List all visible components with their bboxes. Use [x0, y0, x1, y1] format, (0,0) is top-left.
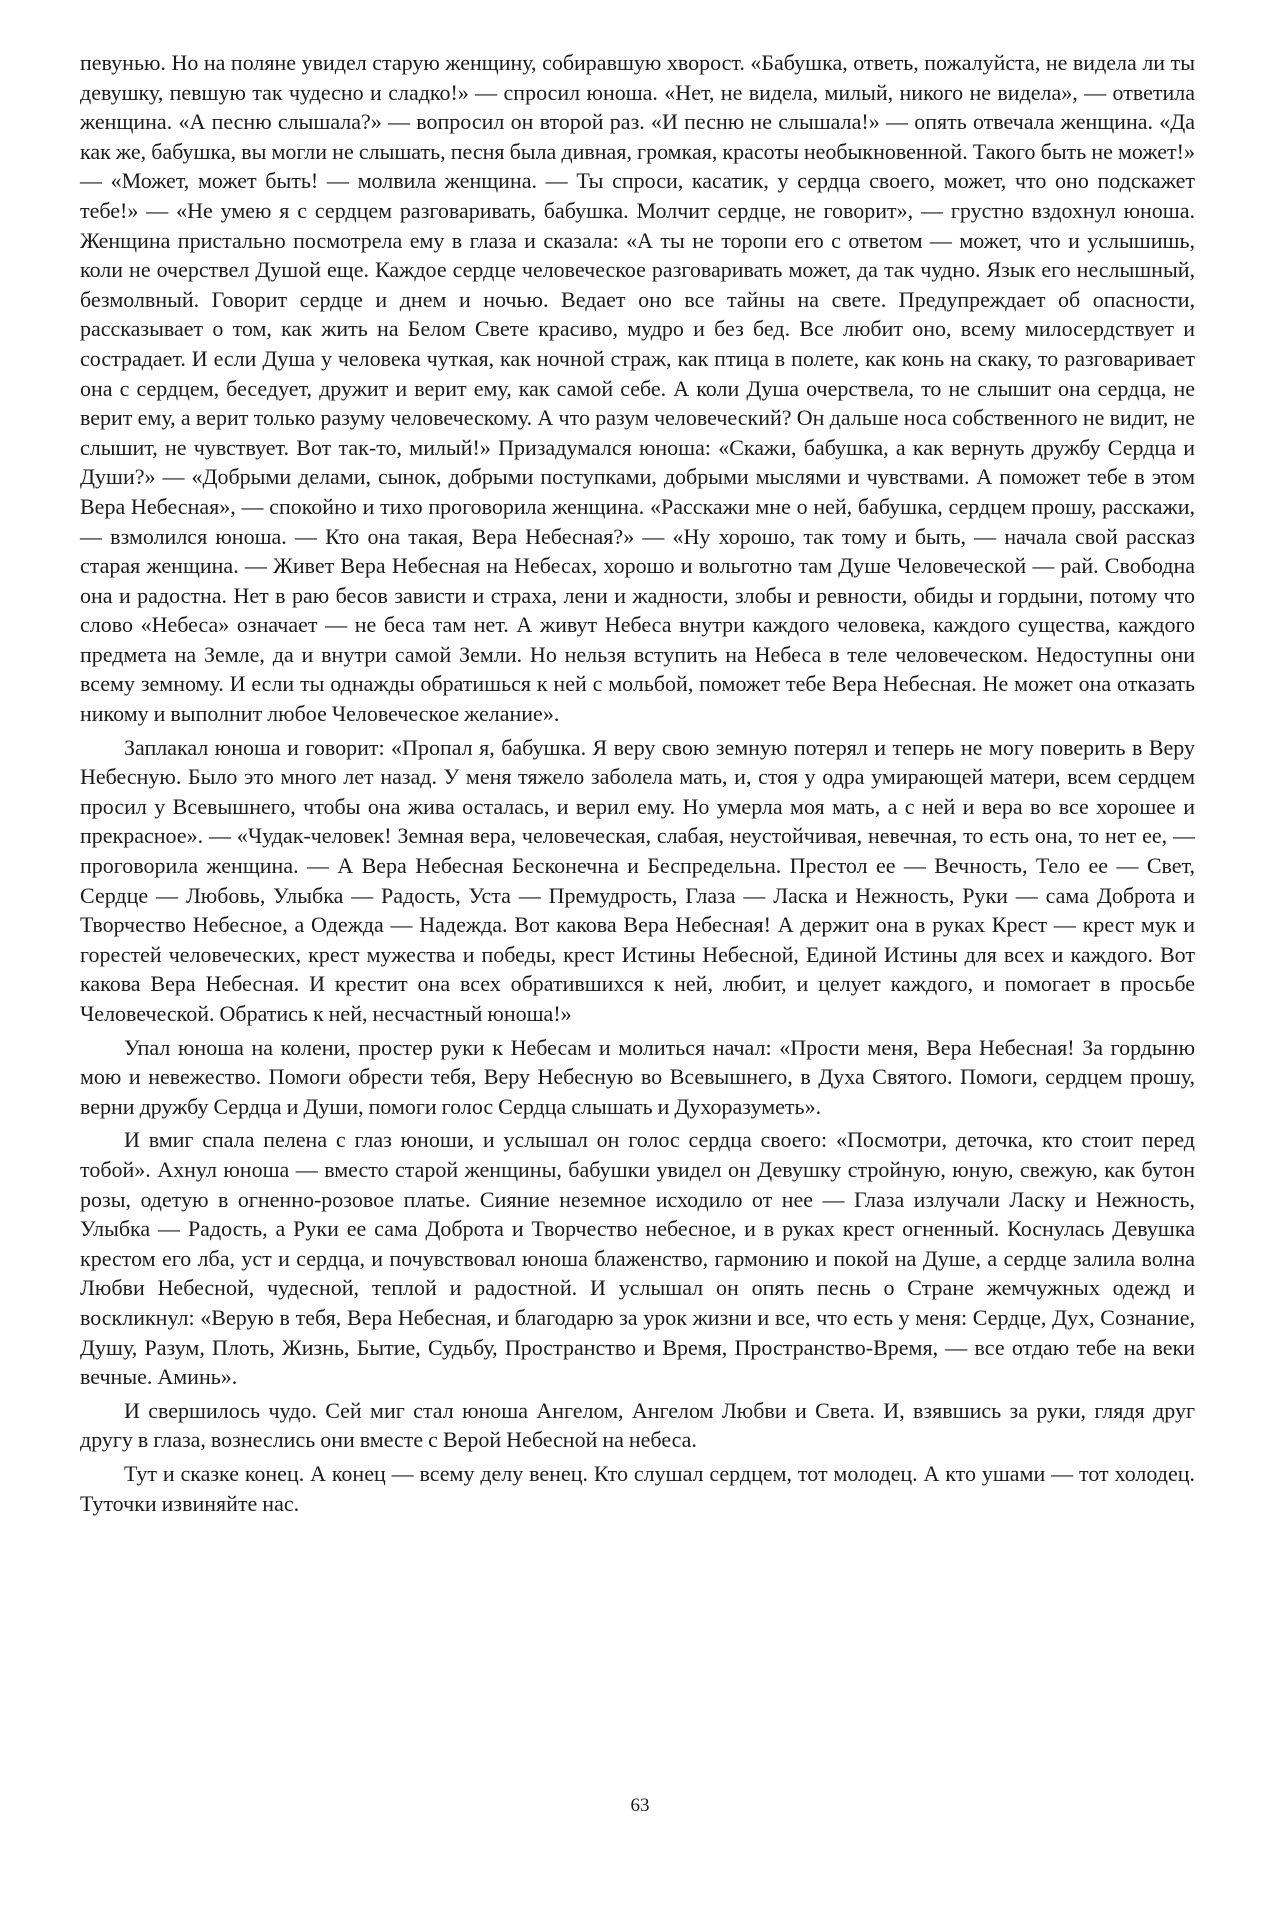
page-body [80, 48, 1195, 1518]
page-number: 63 [630, 1795, 650, 1816]
paragraph-2: Заплакал юноша и говорит: «Пропал я, бабушка. Я веру свою земную потерял и теперь не могу поверить в Веру Небесную. Было это много лет назад. У меня тяжело заболела мать, и, стоя у одра умирающей матери, всем сердцем просил у Всевышнего, чтобы она жива осталась, и верил ему. Но умерла моя мать, а с ней и вера во все хорошее и прекрасное». — «Чудак-человек! Земная вера, человеческая, слабая, неустойчивая, невечная, то есть она, то нет ее, — проговорила женщина. — А Вера Небесная Бесконечна и Беспредельна. Престол ее — Вечность, Тело ее — Свет, Сердце — Любовь, Улыбка — Радость, Уста — Премудрость, Глаза — Ласка и Нежность, Руки — сама Доброта и Творчество Небесное, а Одежда — Надежда. Вот какова Вера Небесная! А держит она в руках Крест — крест мук и горестей человеческих, крест мужества и победы, крест Истины Небесной, Единой Истины для всех и каждого. Вот какова Вера Небесная. И крестит она всех обратившихся к ней, любит, и целует каждого, и помогает в просьбе Человеческой. Обратись к ней, несчастный юноша!» [80, 734, 1195, 1026]
paragraph-4: И вмиг спала пелена с глаз юноши, и услышал он голос сердца своего: «Посмотри, деточка, кто стоит перед тобой». Ахнул юноша — вместо старой женщины, бабушки увидел он Девушку стройную, юную, свежую, как бутон розы, одетую в огненно-розовое платье. Сияние неземное исходило от нее — Глаза излучали Ласку и Нежность, Улыбка — Радость, а Руки ее сама Доброта и Творчество небесное, и в руках крест огненный. Коснулась Девушка крестом его лба, уст и сердца, и почувствовал юноша блаженство, гармонию и покой на Душе, а сердце залила волна Любви Небесной, чудесной, теплой и радостной. И услышал он опять песнь о Стране жемчужных одежд и воскликнул: «Верую в тебя, Вера Небесная, и благодарю за урок жизни и все, что есть у меня: Сердце, Дух, Сознание, Душу, Разум, Плоть, Жизнь, Бытие, Судьбу, Пространство и Время, Пространство-Время, — все отдаю тебе на веки вечные. Аминь». [80, 1127, 1195, 1390]
paragraph-3: Упал юноша на колени, простер руки к Небесам и молиться начал: «Прости меня, Вера Небесная! За гордыню мою и невежество. Помоги обрести тебя, Веру Небесную во Всевышнего, в Духа Святого. Помоги, сердцем прошу, верни дружбу Сердца и Души, помоги голос Сердца слышать и Духоразуметь». [80, 1034, 1195, 1119]
paragraph-5: И свершилось чудо. Сей миг стал юноша Ангелом, Ангелом Любви и Света. И, взявшись за руки, глядя друг другу в глаза, вознеслись они вместе с Верой Небесной на небеса. [80, 1397, 1195, 1453]
paragraph-1: певунью. Но на поляне увидел старую женщину, собиравшую хворост. «Бабушка, ответь, пожалуйста, не видела ли ты девушку, певшую так чудесно и сладко!» — спросил юноша. «Нет, не видела, милый, никого не видела», — ответила женщина. «А песню слышала?» — вопросил он второй раз. «И песню не слышала!» — опять отвечала женщина. «Да как же, бабушка, вы могли не слышать, песня была дивная, громкая, красоты необыкновенной. Такого быть не может!» — «Может, может быть! — молвила женщина. — Ты спроси, касатик, у сердца своего, может, что оно подскажет тебе!» — «Не умею я с сердцем разговаривать, бабушка. Молчит сердце, не говорит», — грустно вздохнул юноша. Женщина пристально посмотрела ему в глаза и сказала: «А ты не торопи его с ответом — может, что и услышишь, коли не очерствел Душой еще. Каждое сердце человеческое разговаривать может, да так чудно. Язык его неслышный, безмолвный. Говорит сердце и днем и ночью. Ведает оно все тайны на свете. Предупреждает об опасности, рассказывает о том, как жить на Белом Свете красиво, мудро и без бед. Все любит оно, всему милосердствует и сострадает. И если Душа у человека чуткая, как ночной страж, как птица в полете, как конь на скаку, то разговаривает она с сердцем, беседует, дружит и верит ему, как самой себе. А коли Душа очерствела, то не слышит она сердца, не верит ему, а верит только разуму человеческому. А что разум человеческий? Он дальше носа собственного не видит, не слышит, не чувствует. Вот так-то, милый!» Призадумался юноша: «Скажи, бабушка, а как вернуть дружбу Сердца и Души?» — «Добрыми делами, сынок, добрыми поступками, добрыми мыслями и чувствами. А поможет тебе в этом Вера Небесная», — спокойно и тихо проговорила женщина. «Расскажи мне о ней, бабушка, сердцем прошу, расскажи, — взмолился юноша. — Кто она такая, Вера Небесная?» — «Ну хорошо, так тому и быть, — начала свой рассказ старая женщина. — Живет Вера Небесная на Небесах, хорошо и вольготно там Душе Человеческой — рай. Свободна она и радостна. Нет в раю бесов зависти и страха, лени и жадности, злобы и ревности, обиды и гордыни, потому что слово «Небеса» означает — не беса там нет. А живут Небеса внутри каждого человека, каждого существа, каждого предмета на Земле, да и внутри самой Земли. Но нельзя вступить на Небеса в теле человеческом. Недоступны они всему земному. И если ты однажды обратишься к ней с мольбой, поможет тебе Вера Небесная. Не может она отказать никому и выполнит любое Человеческое желание». [80, 50, 1195, 727]
paragraph-6: Тут и сказке конец. А конец — всему делу венец. Кто слушал сердцем, тот молодец. А кто ушами — тот холодец. Туточки извиняйте нас. [80, 1460, 1195, 1516]
